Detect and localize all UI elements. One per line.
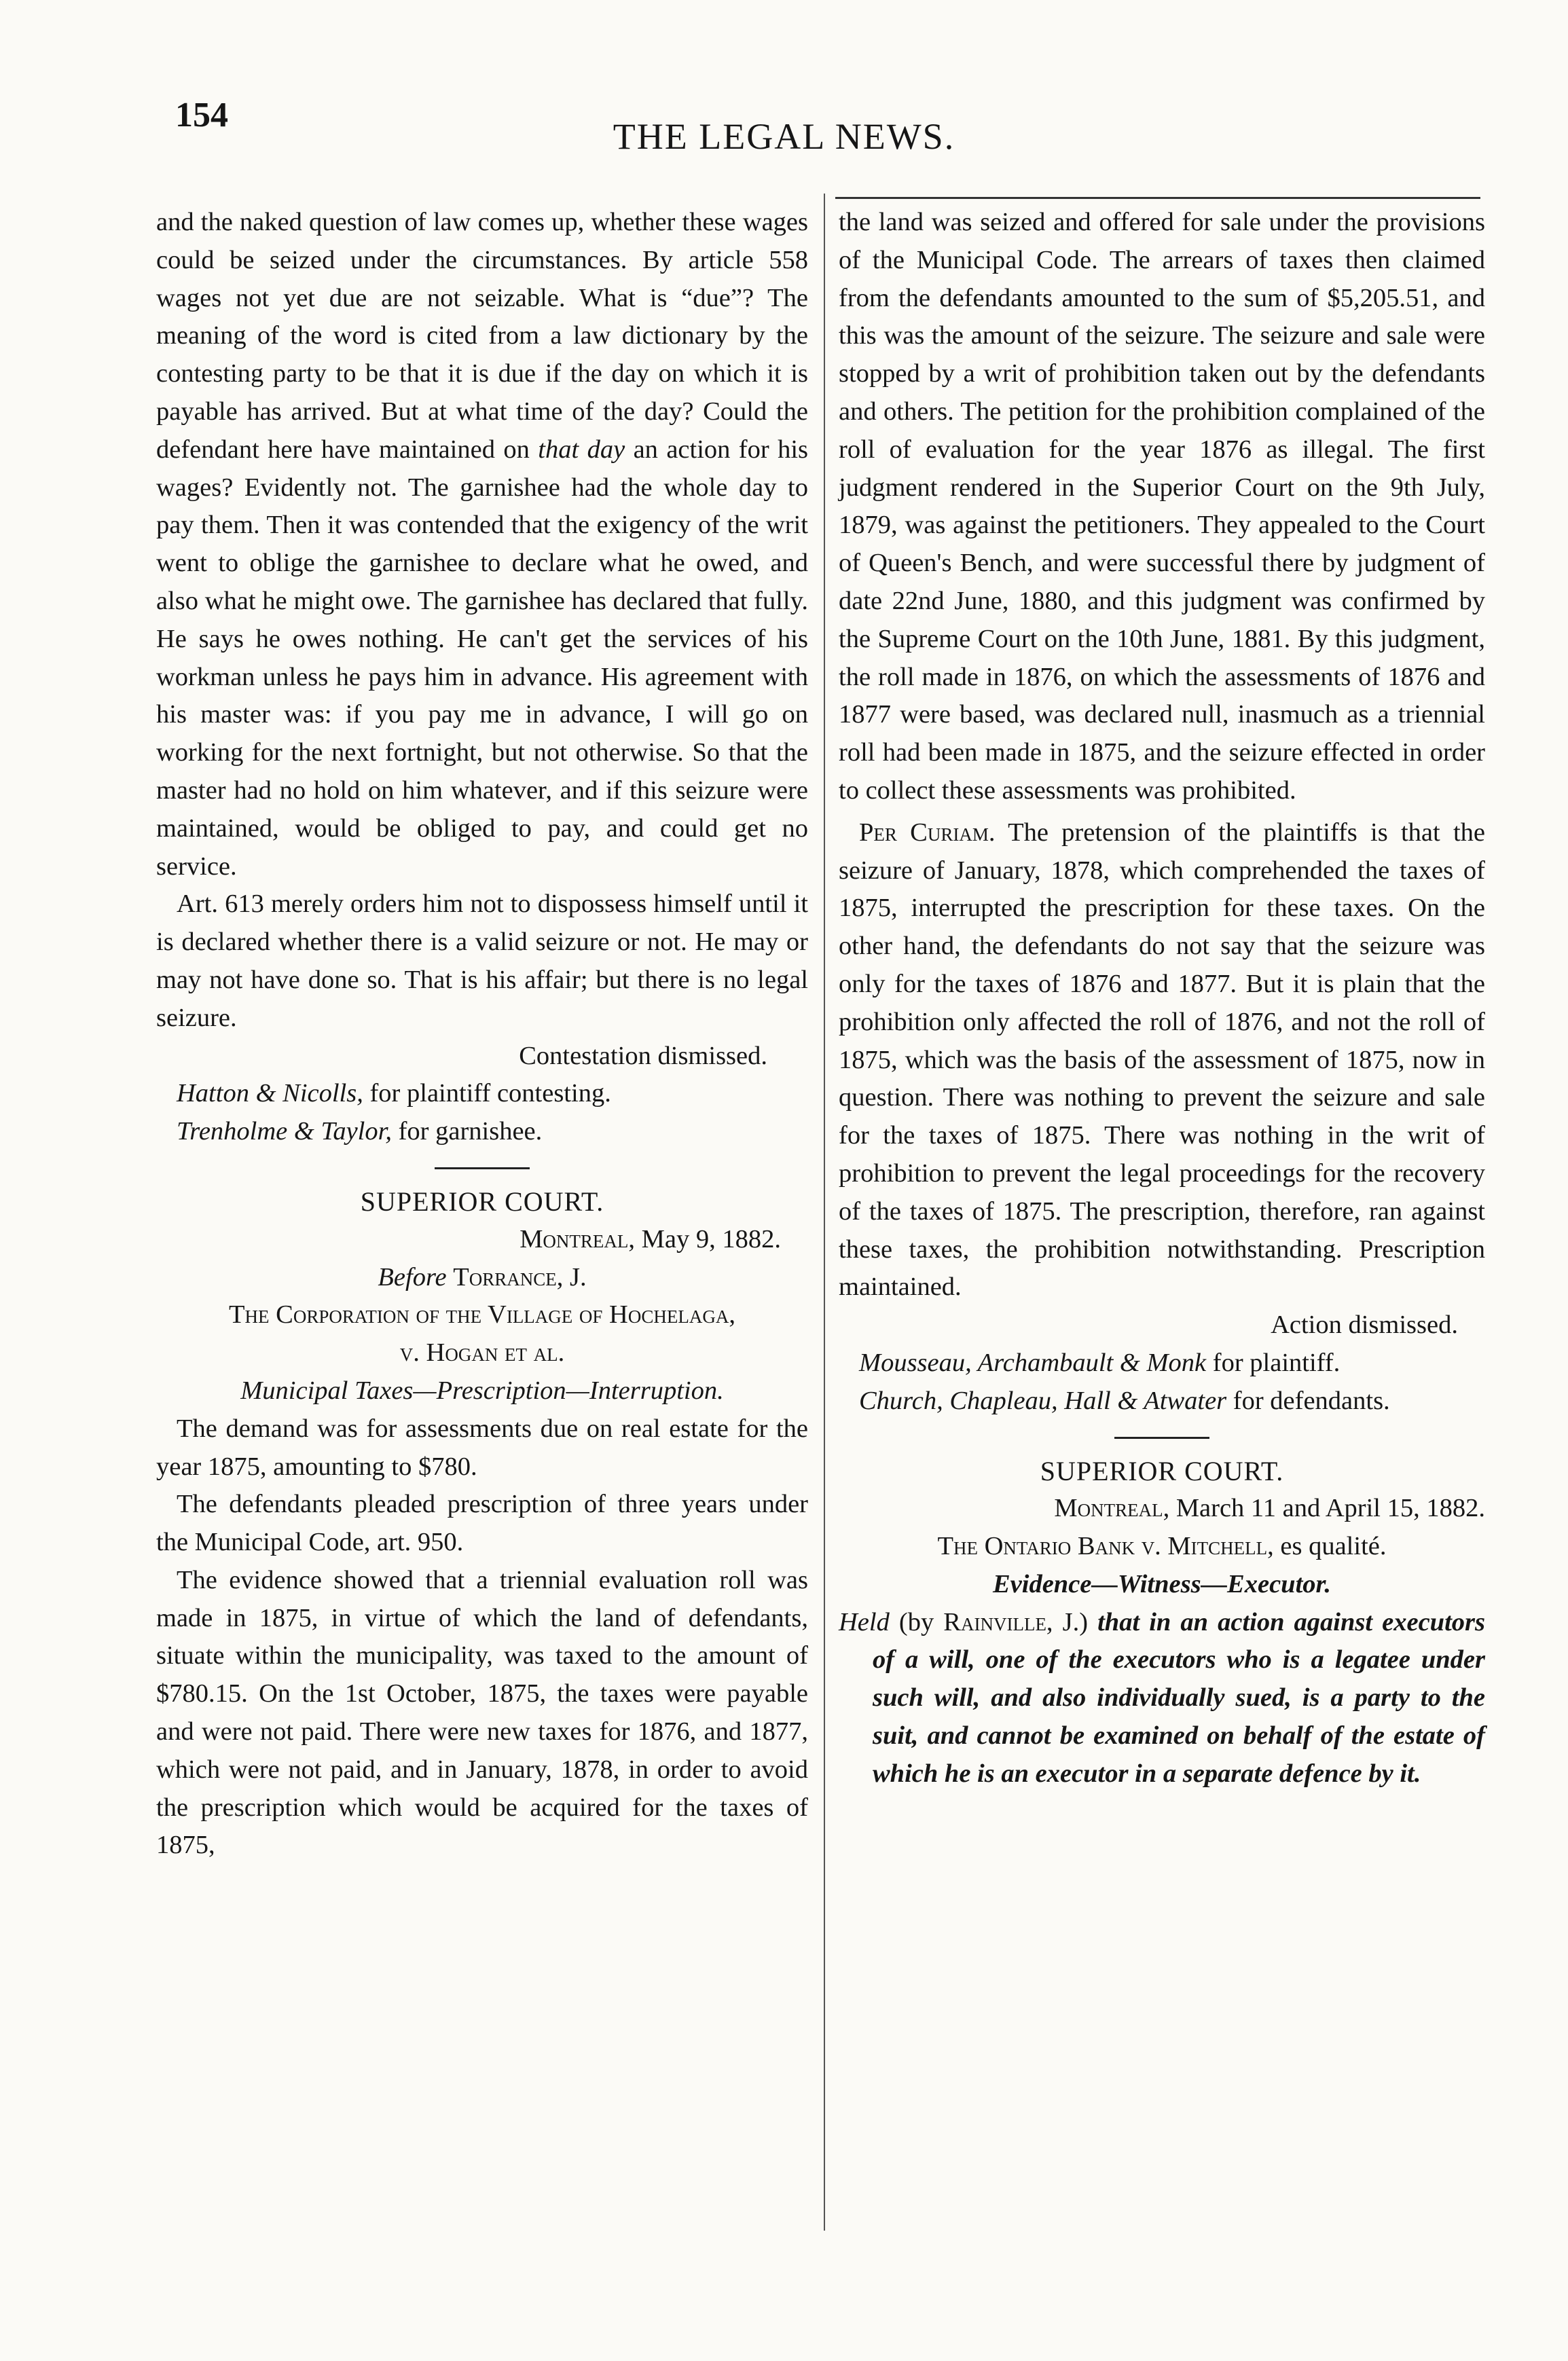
place-date: Montreal, May 9, 1882. [519, 1224, 781, 1253]
column-divider [824, 194, 825, 2231]
held-paragraph: Held (by Rainville, J.) that in an action against executors of a will, one of the executors who is a legatee under such will, and also individually sued, is a party to the suit, and cannot be examined on behalf of the estate of which he is an executor in a separate defence by it. [839, 1607, 1485, 1788]
counsel-line: Trenholme & Taylor, for garnishee. [177, 1117, 543, 1146]
court-heading: SUPERIOR COURT. [1040, 1455, 1284, 1486]
counsel-line: Mousseau, Archambault & Monk for plaintiff. [859, 1348, 1341, 1377]
running-head: THE LEGAL NEWS. [613, 116, 955, 157]
case-title: The Ontario Bank v. Mitchell, es qualité. [937, 1532, 1387, 1561]
paragraph: The defendants pleaded prescription of three years under the Municipal Code, art. 950. [156, 1490, 808, 1557]
case-title-vs: v. Hogan et al. [399, 1338, 565, 1368]
paragraph: Per Curiam. The pretension of the plaintiffs is that the seizure of January, 1878, which comprehended the taxes of 1875, interrupted the prescription for these taxes. On the other hand, the defendants do not say that the seizure was only for the taxes of 1876 and 1877. But it is plain that the prohibition only affected the roll of 1876, and not the roll of 1875, which was the basis of the assessment of 1875, now in question. There was nothing to prevent the seizure and sale for the taxes of 1875. There was nothing in the writ of prohibition to prevent the legal proceedings for the recovery of the taxes of 1875. The prescription, therefore, ran against these taxes, the prohibition notwithstanding. Prescription maintained. [839, 818, 1485, 1302]
disposition: Action dismissed. [1271, 1311, 1458, 1340]
paragraph: the land was seized and offered for sale under the provisions of the Municipal Code. The arrears of taxes then claimed from the defendants amounted to the sum of $5,205.51, and this was the amount of the seizure. The seizure and sale were stopped by a writ of prohibition taken out by the defendants and others. The petition for the prohibition complained of the roll of evaluation for the year 1876 as illegal. The first judgment rendered in the Superior Court on the 9th July, 1879, was against the petitioners. They appealed to the Court of Queen's Bench, and were successful there by judgment of date 22nd June, 1880, and this judgment was confirmed by the Supreme Court on the 10th June, 1881. By this judgment, the roll made in 1876, on which the assessments of 1876 and 1877 were based, was declared null, inasmuch as a triennial roll had been made in 1875, and the seizure effected in order to collect these assessments was prohibited. [839, 208, 1485, 805]
per-curiam: Per Curiam. [859, 818, 996, 847]
section-rule [435, 1167, 530, 1169]
counsel-line: Hatton & Nicolls, for plaintiff contesting. [177, 1079, 611, 1108]
page-number: 154 [175, 96, 228, 134]
disposition: Contestation dismissed. [519, 1041, 767, 1070]
paragraph: and the naked question of law comes up, whether these wages could be seized under the circumstances. By article 558 wages not yet due are not seizable. What is “due”? The meaning of the word is cited from a law dictionary by the contesting party to be that it is due if the day on which it is payable has arrived. But at what time of the day? Could the defendant here have maintained on that day an action for his wages? Evidently not. The garnishee had the whole day to pay them. Then it was contended that the exigency of the writ went to oblige the garnishee to declare what he owed, and also what he might owe. The garnishee has declared that fully. He says he owes nothing. He can't get the services of his workman unless he pays him in advance. His agreement with his master was: if you pay me in advance, I will go on working for the next fortnight, but not otherwise. So that the master had no hold on him whatever, and if this seizure were maintained, would be obliged to pay, and could get no service. [156, 208, 809, 881]
paragraph: Art. 613 merely orders him not to dispossess himself until it is declared whether there is a valid seizure or not. He may or may not have done so. That is his affair; but there is no legal seizure. [156, 890, 808, 1032]
court-heading: SUPERIOR COURT. [360, 1186, 604, 1217]
subject-heading: Municipal Taxes—Prescription—Interruption. [240, 1376, 724, 1405]
section-rule [1114, 1437, 1209, 1439]
case-title: The Corporation of the Village of Hochelaga, [229, 1300, 735, 1330]
paragraph: The evidence showed that a triennial evaluation roll was made in 1875, in virtue of which the land of defendants, situate within the municipality, was taxed to the amount of $780.15. On the 1st October, 1875, the taxes were payable and were not paid. There were new taxes for 1876, and 1877, which were not paid, and in January, 1878, in order to avoid the prescription which would be acquired for the taxes of 1875, [156, 1565, 808, 1860]
italic-phrase: that day [538, 435, 625, 464]
left-column [156, 204, 808, 1865]
subject-heading: Evidence—Witness—Executor. [993, 1569, 1331, 1598]
right-column [839, 204, 1485, 1793]
paragraph: The demand was for assessments due on real estate for the year 1875, amounting to $780. [156, 1414, 808, 1481]
place-date: Montreal, March 11 and April 15, 1882. [1054, 1494, 1485, 1523]
counsel-line: Church, Chapleau, Hall & Atwater for defendants. [859, 1386, 1390, 1415]
before-judge: Before Torrance, J. [378, 1262, 587, 1292]
header-rule [835, 197, 1480, 199]
